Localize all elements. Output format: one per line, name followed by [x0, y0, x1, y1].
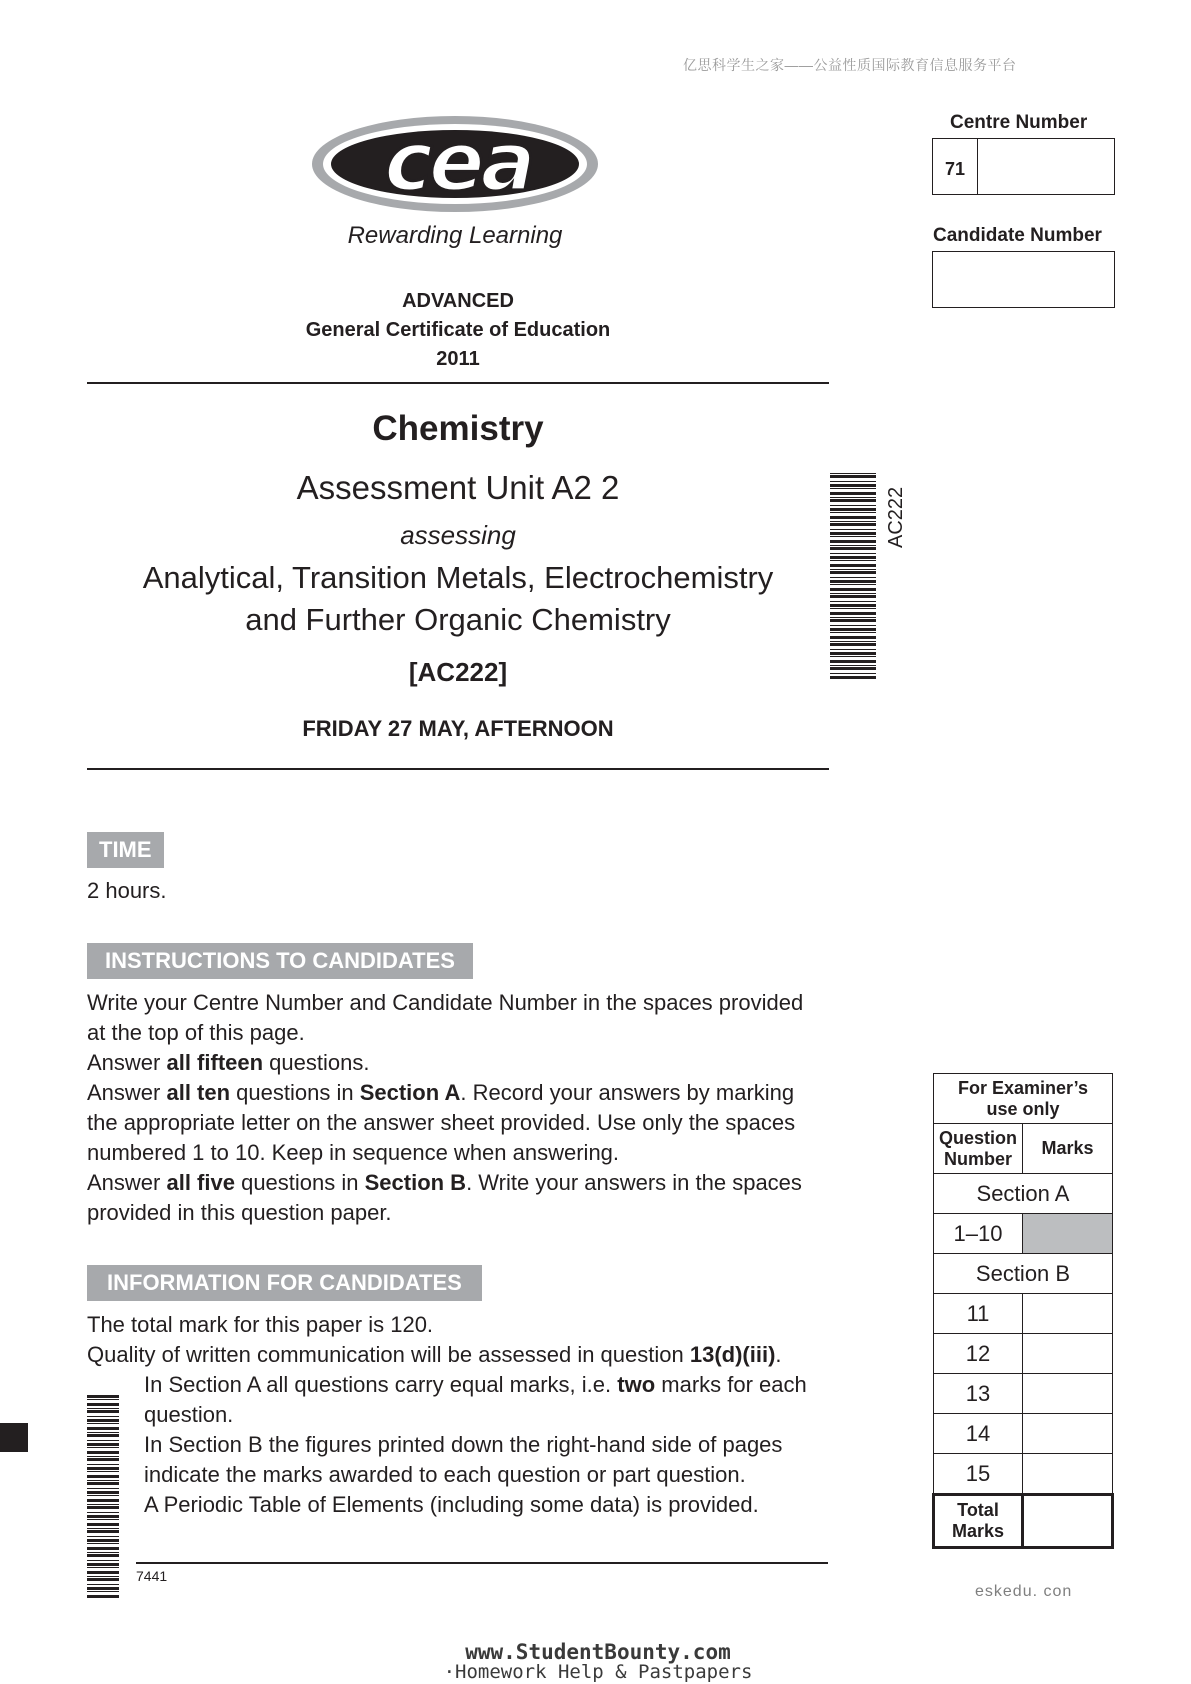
logo-tagline: Rewarding Learning	[347, 222, 563, 249]
total-marks-label: Total Marks	[934, 1495, 1023, 1548]
section-a-row: Section A	[934, 1174, 1113, 1214]
footer-barcode	[87, 1395, 119, 1598]
studentbounty-tagline: ·Homework Help & Pastpapers	[443, 1661, 753, 1683]
barcode-label: AC222	[885, 486, 907, 548]
subject-title: Chemistry	[372, 409, 544, 448]
information-line: In Section A all questions carry equal marks, i.e. two marks for each	[144, 1372, 807, 1397]
topics	[0, 557, 916, 641]
marks-cell-shaded	[1023, 1214, 1113, 1254]
information-line: In Section B the figures printed down the right-hand side of pages	[144, 1432, 783, 1457]
centre-number-divider	[977, 139, 978, 194]
question-number-cell: 1–10	[934, 1214, 1023, 1254]
studentbounty-url[interactable]: www.StudentBounty.com	[465, 1640, 731, 1664]
information-line: indicate the marks awarded to each question or part question.	[144, 1462, 746, 1487]
assessment-unit: Assessment Unit A2 2	[296, 469, 620, 506]
assessing-label: assessing	[400, 520, 516, 550]
examiner-title: For Examiner’s use only	[934, 1074, 1113, 1124]
marks-cell[interactable]	[1023, 1294, 1113, 1334]
question-number-cell: 13	[934, 1374, 1023, 1414]
registration-mark	[0, 1423, 28, 1452]
studentbounty-footer[interactable]	[443, 1640, 753, 1683]
divider-top	[87, 382, 829, 384]
instruction-line: Answer all ten questions in Section A. Record your answers by marking	[87, 1080, 795, 1105]
cea-logo	[308, 112, 603, 224]
time-heading: TIME	[87, 832, 164, 868]
topics-line-2: and Further Organic Chemistry	[245, 602, 671, 637]
marks-cell[interactable]	[1023, 1454, 1113, 1495]
divider-bottom	[87, 768, 829, 770]
instruction-line: Answer all fifteen questions.	[87, 1050, 370, 1075]
section-b-row: Section B	[934, 1254, 1113, 1294]
information-text	[87, 1310, 887, 1520]
paper-code: [AC222]	[408, 657, 508, 687]
information-line: The total mark for this paper is 120.	[87, 1312, 434, 1337]
instruction-line: at the top of this page.	[87, 1020, 305, 1045]
time-value: 2 hours.	[87, 878, 167, 903]
col-question-number: Question Number	[934, 1124, 1023, 1174]
instruction-line: provided in this question paper.	[87, 1200, 392, 1225]
question-number-cell: 11	[934, 1294, 1023, 1334]
marks-cell[interactable]	[1023, 1334, 1113, 1374]
topics-line-1: Analytical, Transition Metals, Electrochemistry	[142, 560, 774, 595]
qualification-year: 2011	[436, 348, 480, 370]
site-watermark: 亿思科学生之家——公益性质国际教育信息服务平台	[683, 57, 1017, 73]
marks-cell[interactable]	[1023, 1374, 1113, 1414]
col-marks: Marks	[1023, 1124, 1113, 1174]
exam-date: FRIDAY 27 MAY, AFTERNOON	[302, 716, 614, 741]
instruction-line: Answer all five questions in Section B. Write your answers in the spaces	[87, 1170, 802, 1195]
instructions-heading: INSTRUCTIONS TO CANDIDATES	[87, 943, 473, 979]
information-line: Quality of written communication will be assessed in question 13(d)(iii).	[87, 1342, 782, 1367]
instruction-line: the appropriate letter on the answer sheet provided. Use only the spaces	[87, 1110, 796, 1135]
centre-number-value: 71	[945, 159, 966, 179]
information-heading: INFORMATION FOR CANDIDATES	[87, 1265, 482, 1301]
qualification-level: ADVANCED	[402, 290, 514, 312]
footer-rule	[136, 1562, 828, 1564]
question-number-cell: 15	[934, 1454, 1023, 1495]
question-number-cell: 12	[934, 1334, 1023, 1374]
qualification-certificate: General Certificate of Education	[305, 319, 611, 341]
paper-barcode	[830, 473, 876, 680]
centre-number-label: Centre Number	[950, 112, 1088, 133]
information-line: A Periodic Table of Elements (including some data) is provided.	[144, 1492, 759, 1517]
instructions-text	[87, 988, 887, 1228]
footer-code: 7441	[136, 1568, 168, 1584]
candidate-number-label: Candidate Number	[933, 225, 1102, 246]
information-line: question.	[144, 1402, 234, 1427]
svg-text:cea: cea	[384, 115, 532, 210]
candidate-number-box[interactable]	[932, 251, 1115, 308]
total-marks-cell[interactable]	[1023, 1495, 1113, 1548]
marks-cell[interactable]	[1023, 1414, 1113, 1454]
question-number-cell: 14	[934, 1414, 1023, 1454]
examiner-marks-table	[932, 1073, 1114, 1549]
centre-number-box[interactable]	[932, 138, 1115, 195]
eskedu-watermark: eskedu. con	[975, 1583, 1073, 1600]
instruction-line: numbered 1 to 10. Keep in sequence when answering.	[87, 1140, 620, 1165]
instruction-line: Write your Centre Number and Candidate Number in the spaces provided	[87, 990, 804, 1015]
information-indented	[87, 1370, 887, 1520]
